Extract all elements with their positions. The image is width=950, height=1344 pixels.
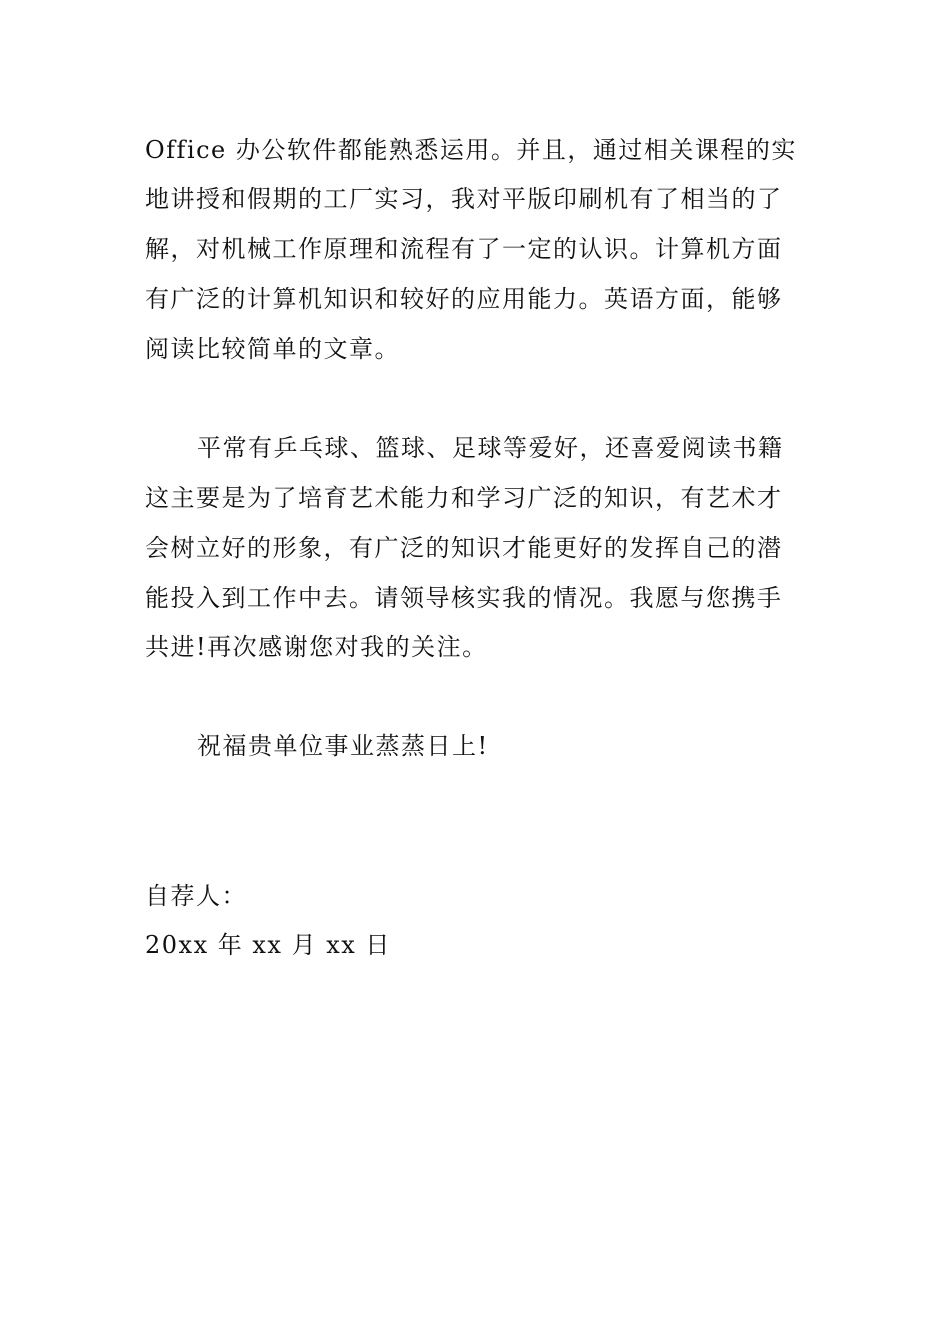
closing-line: 祝福贵单位事业蒸蒸日上! <box>197 732 489 760</box>
paragraph-2-line-5: 共进!再次感谢您对我的关注。 <box>145 633 488 661</box>
paragraph-1-line-4: 有广泛的计算机知识和较好的应用能力。英语方面，能够 <box>145 285 783 313</box>
paragraph-2-line-4: 能投入到工作中去。请领导核实我的情况。我愿与您携手 <box>145 584 783 612</box>
paragraph-2-line-1: 平常有乒乓球、篮球、足球等爱好，还喜爱阅读书籍 <box>197 434 784 462</box>
paragraph-1-line-3: 解，对机械工作原理和流程有了一定的认识。计算机方面 <box>145 235 783 263</box>
paragraph-2-line-3: 会树立好的形象，有广泛的知识才能更好的发挥自己的潜 <box>145 534 783 562</box>
paragraph-2-line-2: 这主要是为了培育艺术能力和学习广泛的知识，有艺术才 <box>145 484 783 512</box>
paragraph-1-line-2: 地讲授和假期的工厂实习，我对平版印刷机有了相当的了 <box>145 185 783 213</box>
paragraph-1-line-5: 阅读比较简单的文章。 <box>145 335 400 363</box>
paragraph-1-line-1: Office 办公软件都能熟悉运用。并且，通过相关课程的实 <box>145 136 797 164</box>
signature-label: 自荐人： <box>145 882 247 910</box>
date-line: 20xx 年 xx 月 xx 日 <box>145 931 391 959</box>
